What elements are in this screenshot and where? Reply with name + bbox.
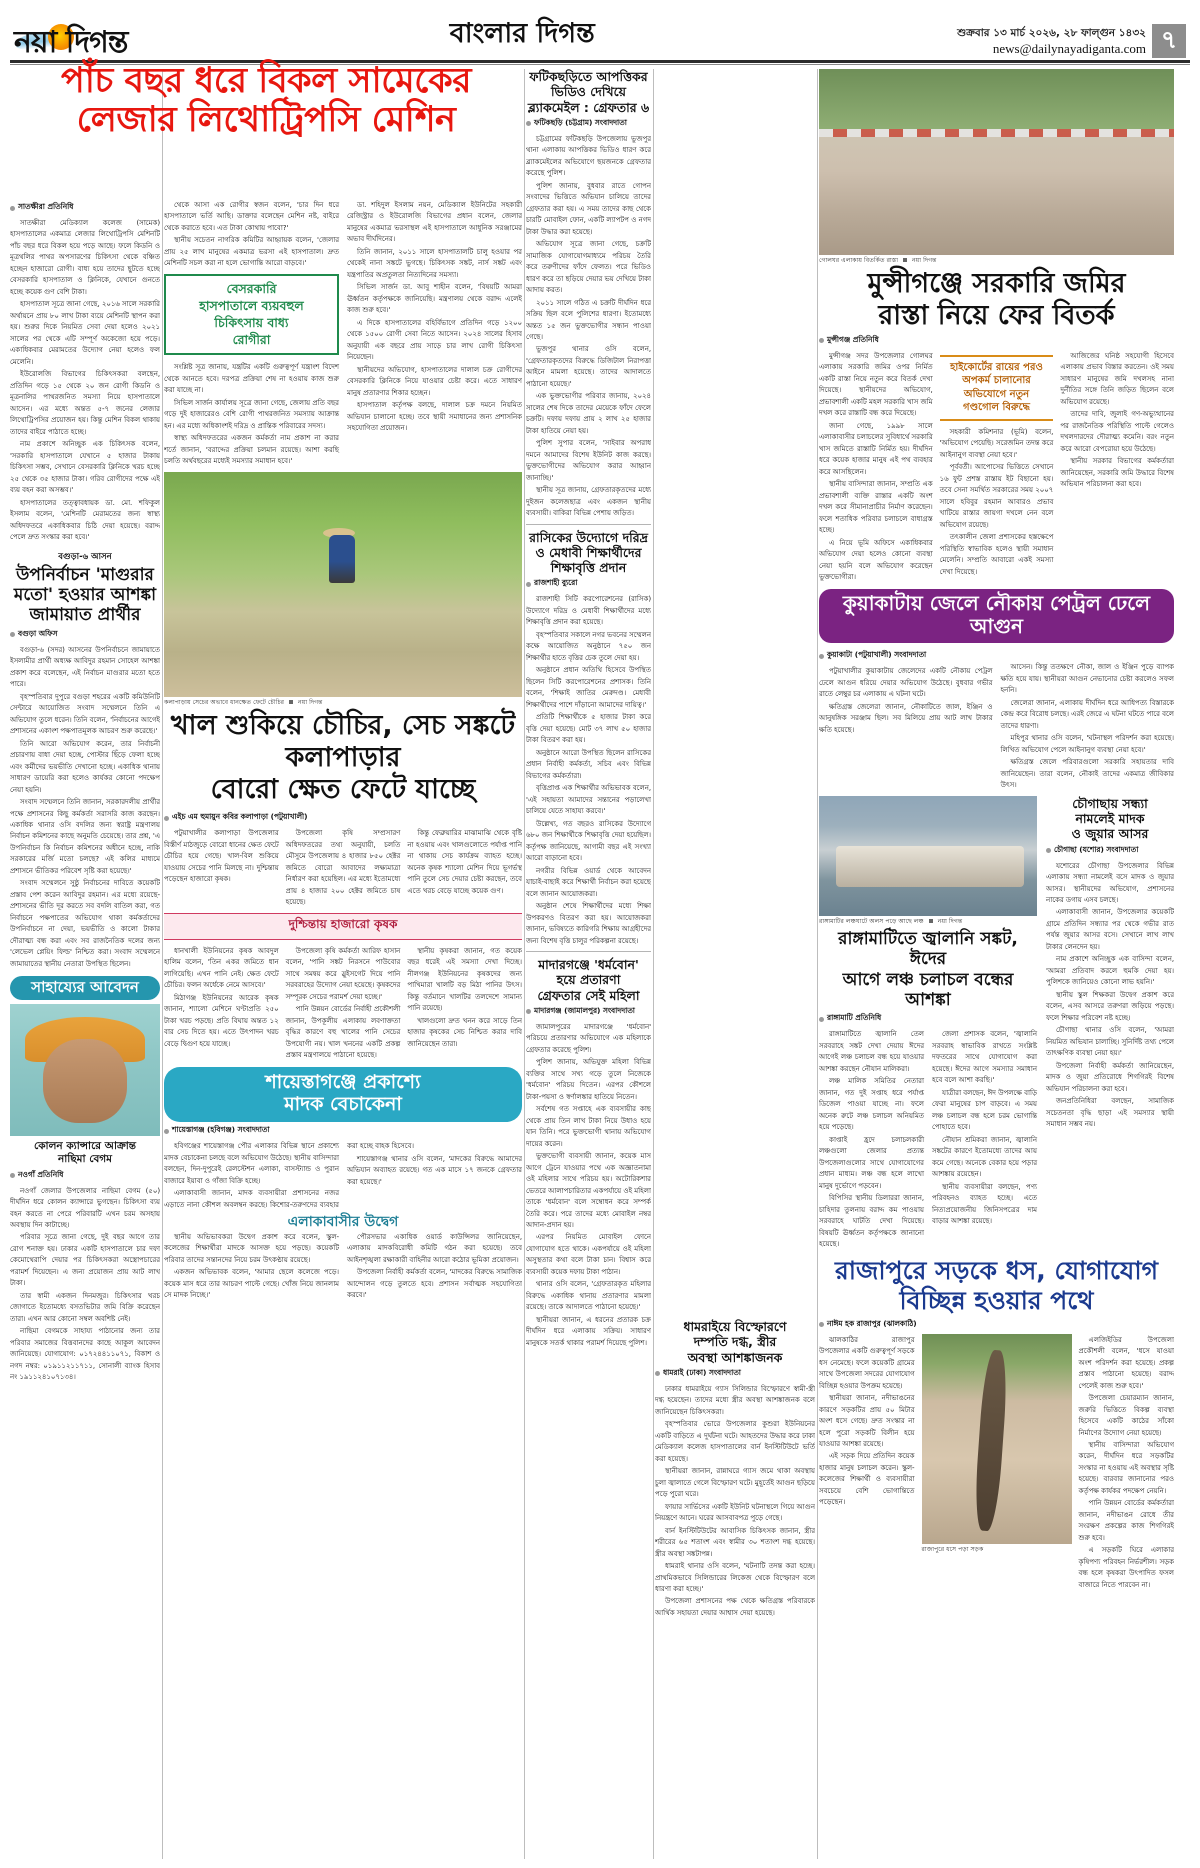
photo-dry-paddy-field <box>164 472 522 697</box>
byline-shayestaganj: শায়েস্তাগঞ্জ (হবিগঞ্জ) সংবাদদাতা <box>164 1125 522 1137</box>
bullet-icon <box>819 338 824 343</box>
rangamati-headline: রাঙ্গামাটিতে জ্বালানি সঙ্কট, ঈদের আগে লঞ্চ চলাচল বন্ধের আশঙ্কা <box>838 928 1018 1011</box>
munshiganj-body-c: আজিজের ঘনিষ্ঠ সহযোগী হিসেবে এলাকায় প্রভাব বিস্তার করতেন। ওই সময় সাধারণ মানুষের জমি দখলসহ নানা দুর্নীতির সঙ্গে তিনি জড়িত ছিলেন বলে অভিযোগ রয়েছে। তাদের দাবি, জুলাই গণ-অভ্যুত্থানের পর রাজনৈতিক পরিস্থিতি পাল্টে গেলেও দখলদারদের দৌরাত্ম্য কমেনি। বরং নতুন করে আরো বেপরোয়া হয়ে উঠেছে। স্থানীয় সরকার বিভাগের কর্মকর্তারা জানিয়েছেন, সরকারি জমি উদ্ধারে বিশেষ অভিযান পরিচালনা করা হবে। <box>1060 350 1174 489</box>
green-pullquote-box: বেসরকারি হাসপাতালে ব্যয়বহুল চিকিৎসায় বাধ্য রোগীরা <box>164 274 339 356</box>
column-divider <box>524 69 525 1859</box>
column-1 <box>10 69 160 1859</box>
byline-chougachha: চৌগাছা (যশোর) সংবাদদাতা <box>1046 845 1174 857</box>
bullet-icon <box>10 206 15 211</box>
section-divider <box>526 524 651 525</box>
rangamati-body: রাঙ্গামাটিতে জ্বালানি তেল সরবরাহে সঙ্কট দেখা দেয়ায় ঈদের আগেই লঞ্চ চলাচল বন্ধ হয়ে যাওয়ার আশঙ্কা করছেন নৌযান মালিকরা। লঞ্চ মালিক সমিতির নেতারা জানান, গত দুই সপ্তাহ ধরে পর্যাপ্ত ডিজেল পাওয়া যাচ্ছে না। ফলে অনেক রুটে লঞ্চ চলাচল অনিয়মিত হয়ে পড়েছে। কাপ্তাই হ্রদে চলাচলকারী লঞ্চগুলো জেলার প্রত্যন্ত উপজেলাগুলোর সাথে যোগাযোগের প্রধান মাধ্যম। লঞ্চ বন্ধ হলে লাখো মানুষ দুর্ভোগে পড়বেন। বিপিসির স্থানীয় ডিলাররা জানান, চাহিদার তুলনায় বরাদ্দ কম পাওয়ায় সরবরাহে ঘাটতি দেখা দিয়েছে। বিষয়টি ঊর্ধ্বতন কর্তৃপক্ষকে জানানো হয়েছে। জেলা প্রশাসক বলেন, 'জ্বালানি সরবরাহ স্বাভাবিক রাখতে সংশ্লিষ্ট দফতরের সাথে যোগাযোগ করা হয়েছে। ঈদের আগে সমস্যার সমাধান হবে বলে আশা করছি।' যাত্রীরা বলছেন, ঈদ উপলক্ষে বাড়ি ফেরা মানুষের চাপ বাড়বে। এ সময় লঞ্চ চলাচল বন্ধ হলে চরম ভোগান্তি পোহাতে হবে। নৌযান শ্রমিকরা জানান, জ্বালানি সঙ্কটের কারণে ইতোমধ্যে তাদের আয় কমে গেছে। অনেকে বেকার হয়ে পড়ার আশঙ্কায় রয়েছেন। স্থানীয় ব্যবসায়ীরা বলছেন, পণ্য পরিবহনও ব্যাহত হচ্ছে। এতে নিত্যপ্রয়োজনীয় জিনিসপত্রের দাম বাড়ার আশঙ্কা রয়েছে। <box>819 1029 1037 1249</box>
kuakata-banner: কুয়াকাটায় জেলে নৌকায় পেট্রল ঢেলে আগুন <box>819 589 1174 643</box>
munshiganj-orange-pullquote: হাইকোর্টের রায়ের পরও অপকর্ম চালানোর অভিযোগে নতুন গণ্ডগোল বিরুদ্ধে <box>940 355 1054 421</box>
shayestaganj-banner: শায়েস্তাগঞ্জে প্রকাশ্যে মাদক বেচাকেনা <box>164 1067 522 1123</box>
madaripur-body: জামালপুরের মাদারগঞ্জে 'ধর্মবোন' পরিচয়ে প্রতারণার অভিযোগে এক মহিলাকে গ্রেফতার করেছে পুলিশ। পুলিশ জানায়, অভিযুক্ত মহিলা বিভিন্ন ব্যক্তির সাথে সখ্য গড়ে তুলে নিজেকে 'ধর্মবোন' পরিচয় দিতেন। এরপর কৌশলে টাকা-পয়সা ও স্বর্ণালঙ্কার হাতিয়ে নিতেন। সর্বশেষ গত সপ্তাহে এক ব্যবসায়ীর কাছ থেকে প্রায় তিন লাখ টাকা নিয়ে উধাও হয়ে যান তিনি। পরে ভুক্তভোগী থানায় অভিযোগ দায়ের করেন। ভুক্তভোগী ব্যবসায়ী জানান, কয়েক মাস আগে ট্রেনে যাওয়ার পথে এক অজ্ঞাতনামা ওই মহিলার সাথে পরিচয় হয়। অটোরিকশার ভেতরে আলাপচারিতার একপর্যায়ে ওই মহিলা তাকে 'ধর্মবোন' বলে সম্বোধন করে সম্পর্ক তৈরি করে। পরে তাদের মধ্যে মোবাইল নম্বর আদান-প্রদান হয়। এরপর নিয়মিত মোবাইল ফোনে যোগাযোগ হতে থাকে। একপর্যায়ে ওই মহিলা অসুস্থতার কথা বলে টাকা চান। বিশ্বাস করে ব্যবসায়ী কয়েক দফায় টাকা পাঠান। থানার ওসি বলেন, 'গ্রেফতারকৃত মহিলার বিরুদ্ধে একাধিক থানায় প্রতারণার মামলা রয়েছে। তাকে আদালতে পাঠানো হয়েছে।' স্থানীয়রা জানান, এ ধরনের প্রতারক চক্র দীর্ঘদিন ধরে এলাকায় সক্রিয়। সাধারণ মানুষকে সতর্ক থাকার পরামর্শ দিয়েছে পুলিশ। <box>526 1021 651 1347</box>
publication-date: শুক্রবার ১৩ মার্চ ২০২৬, ২৮ ফাল্গুন ১৪৩২ <box>957 27 1146 40</box>
lead-cont-c: ডা. শহিদুল ইসলাম নয়ন, মেডিক্যাল ইউনিটের সহকারী রেজিস্ট্রার ও ইউরোলজি বিভাগের প্রধান বলেন, জেলার মানুষের একমাত্র ভরসাস্থল এই হাসপাতালে আধুনিক সরঞ্জামের অভাব দীর্ঘদিনের। তিনি জানান, ২০১১ সালে হাসপাতালটি চালু হওয়ার পর থেকেই নানা সঙ্কটে ভুগছে। চিকিৎসক সঙ্কট, নার্স সঙ্কট এবং যন্ত্রপাতির অপ্রতুলতা নিত্যদিনের সমস্যা। সিভিল সার্জন ডা. আবু শাহীন বলেন, 'বিষয়টি আমরা ঊর্ধ্বতন কর্তৃপক্ষকে জানিয়েছি। মন্ত্রণালয় থেকে বরাদ্দ এলেই কাজ শুরু হবে।' এ দিকে হাসপাতালের বহির্বিভাগে প্রতিদিন গড়ে ১২০০ থেকে ১৫০০ রোগী সেবা নিতে আসেন। ২০২৪ সালের হিসাব অনুযায়ী এক বছরে প্রায় সাড়ে চার লাখ রোগী চিকিৎসা নিয়েছেন। স্থানীয়দের অভিযোগ, হাসপাতালের দালাল চক্র রোগীদের বেসরকারি ক্লিনিকে নিয়ে যাওয়ার চেষ্টা করে। এতে সাধারণ মানুষ প্রতারণার শিকার হচ্ছেন। হাসপাতাল কর্তৃপক্ষ বলছে, দালাল চক্র দমনে নিয়মিত অভিযান চালানো হচ্ছে। তবে স্থায়ী সমাধানের জন্য প্রশাসনিক সহযোগিতা প্রয়োজন। <box>347 200 522 433</box>
kuakata-body-a: পটুয়াখালীর কুয়াকাটায় জেলেদের একটি নৌকায় পেট্রল ঢেলে আগুন ধরিয়ে দেয়ার অভিযোগ উঠেছে। বুধবার গভীর রাতে লেম্বুর চর এলাকায় এ ঘটনা ঘটে। ক্ষতিগ্রস্ত জেলেরা জানান, নৌকাটিতে জাল, ইঞ্জিন ও আনুষঙ্গিক সরঞ্জাম ছিল। সব মিলিয়ে প্রায় আট লাখ টাকার ক্ষতি হয়েছে। <box>819 666 993 734</box>
masthead-meta <box>957 26 1146 58</box>
rajapur-body-a: ঝালকাঠির রাজাপুর উপজেলার একটি গুরুত্বপূর্ণ সড়কে ধস নেমেছে। ফলে কয়েকটি গ্রামের সাথে উপজেলা সদরের যোগাযোগ বিচ্ছিন্ন হওয়ার উপক্রম হয়েছে। স্থানীয়রা জানান, নদীভাঙনের কারণে সড়কটির প্রায় ৫০ মিটার অংশ ধসে গেছে। দ্রুত সংস্কার না হলে পুরো সড়কটি বিলীন হয়ে যাওয়ার আশঙ্কা রয়েছে। এই সড়ক দিয়ে প্রতিদিন কয়েক হাজার মানুষ চলাচল করেন। স্কুল-কলেজের শিক্ষার্থী ও ব্যবসায়ীরা সবচেয়ে বেশি ভোগান্তিতে পড়েছেন। <box>819 1334 915 1507</box>
masthead-right <box>957 24 1186 58</box>
byline-help: নওগাঁ প্রতিনিধি <box>10 1170 160 1182</box>
lead-cont-a: থেকে আসা এক রোগীর স্বজন বলেন, 'চার দিন ধরে হাসপাতালে ভর্তি আছি। ডাক্তার বলেছেন মেশিন নষ্ট, বাইরে থেকে করাতে হবে। এত টাকা কোথায় পাবো?' স্থানীয় সচেতন নাগরিক কমিটির আহ্বায়ক বলেন, 'জেলার প্রায় ২৫ লাখ মানুষের একমাত্র ভরসা এই হাসপাতাল। দ্রুত মেশিনটি সচল করা না হলে ভোগান্তি আরো বাড়বে।' <box>164 200 339 268</box>
lead-body-col1: সাতক্ষীরা মেডিক্যাল কলেজ (সামেক) হাসপাতালের একমাত্র লেজার লিথোট্রিপসি মেশিনটি পাঁচ বছর ধরে বিকল হয়ে পড়ে আছে। ফলে কিডনি ও মূত্রথলির পাথর অপসারণের চিকিৎসা থেকে বঞ্চিত হচ্ছেন হাজারো রোগী। বাধ্য হয়ে তাদের ছুটতে হচ্ছে বেসরকারি হাসপাতাল ও ক্লিনিকে, যেখানে গুনতে হচ্ছে কয়েক গুণ বেশি টাকা। হাসপাতাল সূত্রে জানা গেছে, ২০১৬ সালে সরকারি অর্থায়নে প্রায় ৮০ লাখ টাকা ব্যয়ে মেশিনটি স্থাপন করা হয়। শুরুর দিকে নিয়মিত সেবা দেয়া হলেও ২০২১ সালের পর থেকে এটি সম্পূর্ণ অকেজো হয়ে পড়ে। একাধিকবার মেরামতের উদ্যোগ নেয়া হলেও ফল মেলেনি। ইউরোলজি বিভাগের চিকিৎসকরা বলছেন, প্রতিদিন গড়ে ১৫ থেকে ২০ জন রোগী কিডনি ও মূত্রনালির পাথরজনিত সমস্যা নিয়ে হাসপাতালে আসেন। এর মধ্যে অন্তত ৫-৭ জনের লেজার লিথোট্রিপসির প্রয়োজন হয়। কিন্তু মেশিন বিকল থাকায় তাদের বাইরে পাঠাতে হচ্ছে। নাম প্রকাশে অনিচ্ছুক এক চিকিৎসক বলেন, 'সরকারি হাসপাতালে যেখানে ৫ হাজার টাকায় চিকিৎসা সম্ভব, সেখানে বেসরকারি ক্লিনিকে খরচ হচ্ছে ২৫ থেকে ৩৫ হাজার টাকা। গরিব রোগীদের পক্ষে এই ব্যয় বহন করা অসম্ভব।' হাসপাতালের তত্ত্বাবধায়ক ডা. মো. শফিকুল ইসলাম বলেন, 'মেশিনটি মেরামতের জন্য স্বাস্থ্য অধিদফতরে একাধিকবার চিঠি দেয়া হয়েছে। বরাদ্দ পেলে দ্রুত সংস্কার করা হবে।' <box>10 218 160 542</box>
square-icon <box>289 700 293 704</box>
bullet-icon <box>526 1009 531 1014</box>
publication-logo[interactable] <box>14 25 128 60</box>
munshiganj-body-a: মুন্সীগঞ্জ সদর উপজেলার গোলঘর এলাকায় সরকারি জমির ওপর নির্মিত একটি রাস্তা নিয়ে নতুন করে বিতর্ক দেখা দিয়েছে। স্থানীয়দের অভিযোগ, প্রভাবশালী একটি মহল সরকারি খাস জমি দখল করে রাস্তাটি বন্ধ করে দিয়েছে। জানা গেছে, ১৯৯৮ সালে এলাকাবাসীর চলাচলের সুবিধার্থে সরকারি খাস জমিতে রাস্তাটি নির্মিত হয়। দীর্ঘদিন ধরে কয়েক হাজার মানুষ এই পথ ব্যবহার করে আসছিলেন। স্থানীয় বাসিন্দারা জানান, সম্প্রতি এক প্রভাবশালী ব্যক্তি রাস্তার একটি অংশ দখল করে সীমানাপ্রাচীর নির্মাণ করেছেন। ফলে শতাধিক পরিবার চলাচলে বাধাগ্রস্ত হচ্ছে। এ নিয়ে ভূমি অফিসে একাধিকবার অভিযোগ দেয়া হলেও কোনো ব্যবস্থা নেয়া হয়নি বলে অভিযোগ করেছেন ভুক্তভোগীরা। <box>819 350 933 581</box>
byline-bogura: বগুড়া অফিস <box>10 629 160 641</box>
rajapur-photo-caption: রাজাপুরে ধসে পড়া সড়ক <box>921 1545 984 1553</box>
column-divider <box>162 69 163 1859</box>
rajapur-headline: রাজাপুরে সড়কে ধস, যোগাযোগ বিচ্ছিন্ন হওয়ার পথে <box>835 1255 1158 1315</box>
column-divider <box>653 69 654 1859</box>
byline-munshiganj: মুন্সীগঞ্জ প্রতিনিধি <box>819 335 1174 347</box>
section-divider <box>526 951 651 952</box>
square-icon <box>929 919 933 923</box>
rajapur-body-b: এলজিইডির উপজেলা প্রকৌশলী বলেন, 'ধসে যাওয়া অংশ পরিদর্শন করা হয়েছে। প্রকল্প প্রস্তাব পাঠানো হয়েছে। বরাদ্দ পেলেই কাজ শুরু হবে।' উপজেলা চেয়ারম্যান জানান, জরুরি ভিত্তিতে বিকল্প ব্যবস্থা হিসেবে একটি কাঠের সাঁকো নির্মাণের উদ্যোগ নেয়া হয়েছে। স্থানীয় বাসিন্দারা অভিযোগ করেন, দীর্ঘদিন ধরে সড়কটির সংস্কার না হওয়ায় এই অবস্থার সৃষ্টি হয়েছে। বারবার জানানোর পরও কর্তৃপক্ষ কার্যকর পদক্ষেপ নেয়নি। পানি উন্নয়ন বোর্ডের কর্মকর্তারা জানান, নদীভাঙন রোধে তীর সংরক্ষণ প্রকল্পের কাজ শিগগিরই শুরু হবে। এ সড়কটি ঘিরে এলাকার কৃষিপণ্য পরিবহন নির্ভরশীল। সড়ক বন্ধ হলে কৃষকরা উৎপাদিত ফসল বাজারে নিতে পারবেন না। <box>1078 1334 1174 1589</box>
shayestaganj-body: হবিগঞ্জের শায়েস্তাগঞ্জ পৌর এলাকার বিভিন্ন স্থানে প্রকাশ্যে মাদক বেচাকেনা চলছে বলে অভিযোগ উঠেছে। স্থানীয় বাসিন্দারা বলছেন, দিন-দুপুরেই রেলস্টেশন এলাকা, বাসস্ট্যান্ড ও পুরান বাজারে ইয়াবা ও গাঁজা বিক্রি হচ্ছে। এলাকাবাসী জানান, মাদক ব্যবসায়ীরা প্রশাসনের নজর এড়াতে নানা কৌশল অবলম্বন করছে। কিশোর-তরুণদের ব্যবহার করা হচ্ছে বাহক হিসেবে। শায়েস্তাগঞ্জ থানার ওসি বলেন, 'মাদকের বিরুদ্ধে আমাদের অভিযান অব্যাহত রয়েছে। গত এক মাসে ১৭ জনকে গ্রেফতার করা হয়েছে।' <box>164 1141 522 1209</box>
help-appeal-banner: সাহায্যের আবেদন <box>10 976 160 1000</box>
byline-rajapur: নাঈম হক রাজাপুর (ঝালকাঠি) <box>819 1319 1174 1331</box>
fatikchhari-body: চট্টগ্রামের ফটিকছড়ি উপজেলায় ভুজপুর থানা এলাকায় আপত্তিকর ভিডিও ধারণ করে ব্ল্যাকমেইলের অভিযোগে ছয়জনকে গ্রেফতার করেছে পুলিশ। পুলিশ জানায়, বুধবার রাতে গোপন সংবাদের ভিত্তিতে অভিযান চালিয়ে তাদের গ্রেফতার করা হয়। এ সময় তাদের কাছ থেকে চারটি মোবাইল ফোন, একটি ল্যাপটপ ও নগদ টাকা উদ্ধার করা হয়েছে। অভিযোগ সূত্রে জানা গেছে, চক্রটি সামাজিক যোগাযোগমাধ্যমে পরিচয় তৈরি করে তরুণীদের ফাঁদে ফেলত। পরে ভিডিও ধারণ করে তা ছড়িয়ে দেয়ার ভয় দেখিয়ে টাকা আদায় করত। ২০১১ সালে গঠিত এ চক্রটি দীর্ঘদিন ধরে সক্রিয় ছিল বলে পুলিশের ধারণা। ইতোমধ্যে অন্তত ১৫ জন ভুক্তভোগীর সন্ধান পাওয়া গেছে। ভুজপুর থানার ওসি বলেন, 'গ্রেফতারকৃতদের বিরুদ্ধে ডিজিটাল নিরাপত্তা আইনে মামলা হয়েছে। তাদের আদালতে পাঠানো হয়েছে।' এক ভুক্তভোগীর পরিবার জানায়, ২০২৪ সালের শেষ দিকে তাদের মেয়েকে ফাঁদে ফেলে চক্রটি। দফায় দফায় প্রায় ২ লাখ ২৫ হাজার টাকা হাতিয়ে নেয়া হয়। পুলিশ সুপার বলেন, 'সাইবার অপরাধ দমনে আমাদের বিশেষ ইউনিট কাজ করছে। ভুক্তভোগীদের অভিযোগ করার আহ্বান জানাচ্ছি।' স্থানীয় সূত্র জানায়, গ্রেফতারকৃতদের মধ্যে দুইজন কলেজছাত্র এবং একজন স্থানীয় ব্যবসায়ী। বাকিরা বিভিন্ন পেশায় জড়িত। <box>526 133 651 518</box>
masthead <box>10 6 1190 58</box>
byline-fatikchhari: ফটিকছড়ি (চট্টগ্রাম) সংবাদদাতা <box>526 118 651 130</box>
kalapara-headline: খাল শুকিয়ে চৌচির, সেচ সঙ্কটে কলাপাড়ার বোরো ক্ষেত ফেটে যাচ্ছে <box>170 709 516 805</box>
kalapara-photo-caption: কলাপাড়ায় সেচের অভাবে ধানক্ষেত ফেটে চৌচির নয়া দিগন্ত <box>164 698 323 706</box>
bogura-kicker: বগুড়া-৬ আসন <box>58 551 112 562</box>
chougachha-body: যশোরের চৌগাছা উপজেলার বিভিন্ন এলাকায় সন্ধ্যা নামলেই বসে মাদক ও জুয়ার আসর। স্থানীয়দের অভিযোগ, প্রশাসনের নাকের ডগায় এসব চলছে। এলাকাবাসী জানান, উপজেলার কয়েকটি গ্রামে প্রতিদিন সন্ধ্যার পর থেকে গভীর রাত পর্যন্ত জুয়ার আসর বসে। সেখানে লাখ লাখ টাকার লেনদেন হয়। নাম প্রকাশে অনিচ্ছুক এক বাসিন্দা বলেন, 'আমরা প্রতিবাদ করলে হুমকি দেয়া হয়। পুলিশকে জানিয়েও কোনো লাভ হয়নি।' স্থানীয় স্কুল শিক্ষকরা উদ্বেগ প্রকাশ করে বলেন, এসব আসরে তরুণরা জড়িয়ে পড়ছে। ফলে শিক্ষার পরিবেশ নষ্ট হচ্ছে। চৌগাছা থানার ওসি বলেন, 'আমরা নিয়মিত অভিযান চালাচ্ছি। সুনির্দিষ্ট তথ্য পেলে তাৎক্ষণিক ব্যবস্থা নেয়া হয়।' উপজেলা নির্বাহী কর্মকর্তা জানিয়েছেন, মাদক ও জুয়া প্রতিরোধে শিগগিরই বিশেষ অভিযান পরিচালনা করা হবে। জনপ্রতিনিধিরা বলছেন, সামাজিক সচেতনতা বৃদ্ধি ছাড়া এই সমস্যার স্থায়ী সমাধান সম্ভব নয়। <box>1046 860 1174 1129</box>
bullet-icon <box>655 1371 660 1376</box>
bullet-icon <box>1046 848 1051 853</box>
bullet-icon <box>526 121 531 126</box>
madaripur-headline: মাদারগঞ্জে 'ধর্মবোন' হয়ে প্রতারণা গ্রেফতার সেই মহিলা <box>537 957 640 1003</box>
column-2 <box>164 69 522 1859</box>
photo-nasima-begum <box>10 1004 160 1136</box>
lead-headline: পাঁচ বছর ধরে বিকল সামেকের লেজার লিথোট্রিপসি মেশিন <box>60 61 472 141</box>
bullet-icon <box>10 1173 15 1178</box>
page-grid <box>10 69 1190 1859</box>
bullet-icon <box>164 816 169 821</box>
photo-disputed-road <box>819 69 1174 255</box>
help-body: নওগাঁ জেলার উপজেলার নাছিমা বেগম (৫০) দীর্ঘদিন ধরে কোলন ক্যান্সারে ভুগছেন। চিকিৎসা ব্যয় বহন করতে না পেরে পরিবারটি এখন চরম অসহায় অবস্থায় দিন কাটাচ্ছে। পরিবার সূত্রে জানা গেছে, দুই বছর আগে তার রোগ শনাক্ত হয়। ঢাকার একটি হাসপাতালে চার দফা কেমোথেরাপি দেয়ার পর চিকিৎসকরা অস্ত্রোপচারের পরামর্শ দিয়েছেন। এ জন্য প্রয়োজন প্রায় আট লাখ টাকা। তার স্বামী একজন দিনমজুর। চিকিৎসার খরচ জোগাতে ইতোমধ্যে বসতভিটার জমি বিক্রি করেছেন তারা। এখন আর কোনো সম্বল অবশিষ্ট নেই। নাছিমা বেগমকে সাহায্য পাঠানোর জন্য তার পরিবার সমাজের বিত্তবানদের কাছে আকুল আবেদন জানিয়েছে। যোগাযোগ: ০১৭২৪৪১১০৭১, বিকাশ ও নগদ নম্বর: ০১৯১১২১১৭১১, সোনালী ব্যাংক হিসাব নং ১৯১১২৪১০৭১৩৪। <box>10 1185 160 1382</box>
bogura-body: বগুড়া-৬ (সদর) আসনের উপনির্বাচনে জামায়াতে ইসলামীর প্রার্থী অধ্যক্ষ আবিদুর রহমান সোহেল আশঙ্কা প্রকাশ করে বলেছেন, এই নির্বাচন মাগুরার মতো হতে পারে। বৃহস্পতিবার দুপুরে বগুড়া শহরের একটি কমিউনিটি সেন্টারে আয়োজিত সংবাদ সম্মেলনে তিনি এ অভিযোগ তুলে ধরেন। তিনি বলেন, 'নির্বাচনের আগেই প্রশাসনের একাংশ পক্ষপাতমূলক আচরণ শুরু করেছে।' তিনি আরো অভিযোগ করেন, তার নির্বাচনী প্রচারণায় বাধা দেয়া হচ্ছে, পোস্টার ছিঁড়ে ফেলা হচ্ছে এবং কর্মীদের ভয়ভীতি দেখানো হচ্ছে। একাধিক থানায় সাধারণ ডায়েরি করা হলেও কার্যকর কোনো পদক্ষেপ নেয়া হয়নি। সংবাদ সম্মেলনে তিনি জানান, সরকারদলীয় প্রার্থীর পক্ষে প্রশাসনের কিছু কর্মকর্তা সরাসরি কাজ করছেন। একাধিক থানার ওসি বদলির জন্য স্বরাষ্ট্র মন্ত্রণালয় নির্বাচন কমিশনের কাছে অনুমতি চেয়েছে। তার প্রশ্ন, 'এ উপনির্বাচন কি নির্বাচন কমিশনের অধীনে হচ্ছে, নাকি সরকারের মর্জি মতো চলছে? এই কলির মাধ্যমে প্রশাসনে ভীতিকর পরিবেশ সৃষ্টি করা হয়েছে।' সংবাদ সম্মেলনে সুষ্ঠু নির্বাচনের দাবিতে কয়েকটি প্রস্তাব পেশ করেন আবিদুর রহমান। এর মধ্যে রয়েছে- প্রশাসনের ভীতি দূর করতে সব বদলি বাতিল করা, গত নির্বাচনে পক্ষপাতের অভিযোগ থাকা কর্মকর্তাদের উপনির্বাচনে না দেয়া, ভয়ভীতি ও কালো টাকার দৌরাত্ম্য বন্ধ করা এবং সব রাজনৈতিক দলের জন্য 'লেভেল প্লেয়িং ফিল্ড' নিশ্চিত করা। সংবাদ সম্মেলনে জামায়াতের স্থানীয় নেতারা উপস্থিত ছিলেন। <box>10 644 160 968</box>
fatikchhari-headline: ফটিকছড়িতে আপত্তিকর ভিডিও দেখিয়ে ব্ল্যাকমেইল : গ্রেফতার ৬ <box>527 69 650 115</box>
rasik-headline: রাসিকের উদ্যোগে দরিদ্র ও মেধাবী শিক্ষার্থীদের শিক্ষাবৃত্তি প্রদান <box>529 529 648 576</box>
square-icon <box>903 258 907 262</box>
lead-cont-b: সংশ্লিষ্ট সূত্র জানায়, যন্ত্রটির একটি গুরুত্বপূর্ণ যন্ত্রাংশ বিদেশ থেকে আনতে হবে। দরপত্র প্রক্রিয়া শেষ না হওয়ায় কাজ শুরু করা যাচ্ছে না। সিভিল সার্জন কার্যালয় সূত্রে জানা গেছে, জেলায় প্রতি বছর গড়ে দুই হাজারেরও বেশি রোগী পাথরজনিত সমস্যায় আক্রান্ত হন। এর মধ্যে অধিকাংশই দরিদ্র ও প্রান্তিক পরিবারের সদস্য। স্বাস্থ্য অধিদফতরের একজন কর্মকর্তা নাম প্রকাশ না করার শর্তে জানান, 'বরাদ্দের প্রক্রিয়া চলমান রয়েছে। আশা করছি চলতি অর্থবছরের মধ্যেই সমস্যার সমাধান হবে।' <box>164 362 339 466</box>
bullet-icon <box>819 1017 824 1022</box>
bullet-icon <box>526 582 531 587</box>
bullet-icon <box>10 632 15 637</box>
photo-rangamati-launch <box>819 796 1037 916</box>
byline-madaripur: মাদারগঞ্জ (জামালপুর) সংবাদদাতা <box>526 1006 651 1018</box>
byline-kalapara: এইচ এম হুমায়ুন কবির কলাপাড়া (পটুয়াখালী) <box>164 812 522 824</box>
bullet-icon <box>819 654 824 659</box>
byline-kuakata: কুয়াকাটা (পটুয়াখালী) সংবাদদাতা <box>819 650 993 662</box>
kalapara-body-2: ধানখালী ইউনিয়নের কৃষক আবদুল হালিম বলেন, 'তিন একর জমিতে ধান লাগিয়েছি। এখন পানি নেই। ক্ষেত ফেটে চৌচির। ফলন অর্ধেকে নেমে আসবে।' মিঠাগঞ্জ ইউনিয়নের আরেক কৃষক জানান, শ্যালো মেশিনে ঘণ্টাপ্রতি ২৫০ টাকা খরচ পড়ছে। প্রতি বিঘায় অন্তত ১২ বার সেচ দিতে হয়। এতে উৎপাদন খরচ বেড়ে দ্বিগুণ হয়ে যাচ্ছে। উপজেলা কৃষি কর্মকর্তা আরিফ হাসান বলেন, 'পানি সঙ্কট নিরসনে পাউবোর সাথে সমন্বয় করে স্লুইসগেট দিয়ে পানি সরবরাহের উদ্যোগ নেয়া হয়েছে। কৃষকদের সম্পূরক সেচের পরামর্শ দেয়া হচ্ছে।' পানি উন্নয়ন বোর্ডের নির্বাহী প্রকৌশলী জানান, উপকূলীয় এলাকায় লবণাক্ততা বৃদ্ধির কারণে বহু খালের পানি সেচের উপযোগী নয়। খাল খননের একটি প্রকল্প প্রস্তাব মন্ত্রণালয়ে পাঠানো হয়েছে। স্থানীয় কৃষকরা জানান, গত কয়েক বছর ধরেই এই সমস্যা দেখা দিচ্ছে। নীলগঞ্জ ইউনিয়নের কৃষকদের জন্য পাখিমারা খালটি বড় মিঠা পানির উৎস। কিন্তু বর্তমানে খালটির তলদেশে সামান্য পানি রয়েছে। খালগুলো দ্রুত খনন করে সাড়ে তিন হাজার কৃষকের সেচ নিশ্চিত করার দাবি জানিয়েছেন তারা। <box>164 945 522 1060</box>
munshiganj-headline: মুন্সীগঞ্জে সরকারি জমির রাস্তা নিয়ে ফের বিতর্ক <box>867 268 1126 331</box>
munshiganj-photo-caption: গোলঘর এলাকায় বিতর্কিত রাস্তা নয়া দিগন্ত <box>819 257 937 264</box>
munshiganj-body-b: সহকারী কমিশনার (ভূমি) বলেন, 'অভিযোগ পেয়েছি। সরেজমিন তদন্ত করে আইনানুগ ব্যবস্থা নেয়া হবে।' পূর্ববর্তী। আপোসের ভিত্তিতে সেখানে ১৬ ফুট প্রশস্ত রাস্তায় ইট বিছানো হয়। তবে সেনা সমর্থিত সরকারের সময় ২০০৭ সালে হবিবুর রহমান আবারও প্রভাব খাটিয়ে রাস্তার জায়গা দখলে নেন বলে অভিযোগ রয়েছে। তৎকালীন জেলা প্রশাসকের হস্তক্ষেপে পরিস্থিতি স্বাভাবিক হলেও স্থায়ী সমাধান মেলেনি। সম্প্রতি আবারো একই সমস্যা দেখা দিয়েছে। <box>939 426 1054 576</box>
chougachha-headline: চৌগাছায় সন্ধ্যা নামলেই মাদক ও জুয়ার আসর <box>1071 795 1149 842</box>
rasik-body: রাজশাহী সিটি করপোরেশনের (রাসিক) উদ্যোগে দরিদ্র ও মেধাবী শিক্ষার্থীদের মধ্যে শিক্ষাবৃত্তি প্রদান করা হয়েছে। বৃহস্পতিবার সকালে নগর ভবনের সম্মেলন কক্ষে আয়োজিত অনুষ্ঠানে ৭৫০ জন শিক্ষার্থীর হাতে বৃত্তির চেক তুলে দেয়া হয়। অনুষ্ঠানে প্রধান অতিথি হিসেবে উপস্থিত ছিলেন সিটি করপোরেশনের প্রশাসক। তিনি বলেন, 'শিক্ষাই জাতির মেরুদণ্ড। মেধাবী শিক্ষার্থীদের পাশে দাঁড়ানো আমাদের দায়িত্ব।' প্রতিটি শিক্ষার্থীকে ৫ হাজার টাকা করে বৃত্তি দেয়া হয়েছে। মোট ৩৭ লাখ ৫০ হাজার টাকা বিতরণ করা হয়। অনুষ্ঠানে আরো উপস্থিত ছিলেন রাসিকের প্রধান নির্বাহী কর্মকর্তা, সচিব এবং বিভিন্ন বিভাগের কর্মকর্তারা। বৃত্তিপ্রাপ্ত এক শিক্ষার্থীর অভিভাবক বলেন, 'এই সহায়তা আমাদের সন্তানের পড়ালেখা চালিয়ে যেতে সাহায্য করবে।' উল্লেখ্য, গত বছরও রাসিকের উদ্যোগে ৬৮০ জন শিক্ষার্থীকে শিক্ষাবৃত্তি দেয়া হয়েছিল। কর্তৃপক্ষ জানিয়েছে, আগামী বছর এই সংখ্যা আরো বাড়ানো হবে। নগরীর বিভিন্ন ওয়ার্ড থেকে আবেদন যাচাই-বাছাই করে শিক্ষার্থী নির্বাচন করা হয়েছে বলে জানান আয়োজকরা। অনুষ্ঠান শেষে শিক্ষার্থীদের মধ্যে শিক্ষা উপকরণও বিতরণ করা হয়। আয়োজকরা জানান, ভবিষ্যতে কারিগরি শিক্ষায় আগ্রহীদের জন্য বিশেষ বৃত্তি চালুর পরিকল্পনা রয়েছে। <box>526 594 651 945</box>
face-shape <box>43 1039 127 1123</box>
byline-rangamati: রাঙ্গামাটি প্রতিনিধি <box>819 1013 1037 1025</box>
bullet-icon <box>819 1322 824 1327</box>
rangamati-photo-caption: রাঙ্গামাটির লঞ্চঘাটে অলস পড়ে আছে লঞ্চ নয়া দিগন্ত <box>819 917 963 925</box>
kalapara-pullquote: দুশ্চিন্তায় হাজারো কৃষক <box>164 913 522 940</box>
kalapara-body: পটুয়াখালীর কলাপাড়া উপজেলার বিস্তীর্ণ মাঠজুড়ে বোরো ধানের ক্ষেত ফেটে চৌচির হয়ে গেছে। খাল-বিল শুকিয়ে যাওয়ায় সেচের পানি মিলছে না। দুশ্চিন্তায় পড়েছেন হাজারো কৃষক। উপজেলা কৃষি সম্প্রসারণ অধিদফতরের তথ্য অনুযায়ী, চলতি মৌসুমে উপজেলায় ৪ হাজার ৮৫০ হেক্টর জমিতে বোরো আবাদের লক্ষ্যমাত্রা নির্ধারণ করা হয়েছিল। এর মধ্যে ইতোমধ্যে প্রায় ৪ হাজার ২০০ হেক্টর জমিতে চাষ হয়েছে। কিন্তু ফেব্রুয়ারির মাঝামাঝি থেকে বৃষ্টি না হওয়ায় এবং খালগুলোতে পর্যাপ্ত পানি না থাকায় সেচ কার্যক্রম ব্যাহত হচ্ছে। অনেক কৃষক শ্যালো মেশিন দিয়ে ভূগর্ভস্থ পানি তুলে সেচ দেয়ার চেষ্টা করছেন, তবে এতে খরচ বেড়ে যাচ্ছে কয়েক গুণ। <box>164 828 522 907</box>
shayestaganj-body-2: স্থানীয় অভিভাবকরা উদ্বেগ প্রকাশ করে বলেন, স্কুল-কলেজের শিক্ষার্থীরা মাদকে আসক্ত হয়ে পড়ছে। কয়েকটি পরিবার তাদের সন্তানদের নিয়ে চরম উৎকণ্ঠায় রয়েছে। একজন অভিভাবক বলেন, 'আমার ছেলে কলেজে পড়ে। কয়েক মাস ধরে তার আচরণ পাল্টে গেছে। খোঁজ নিয়ে জানলাম সে মাদক নিচ্ছে।' পৌরসভার একাধিক ওয়ার্ড কাউন্সিলর জানিয়েছেন, এলাকায় মাদকবিরোধী কমিটি গঠন করা হয়েছে। তবে আইনশৃঙ্খলা রক্ষাকারী বাহিনীর আরো কঠোর ভূমিকা প্রয়োজন। উপজেলা নির্বাহী কর্মকর্তা বলেন, 'মাদকের বিরুদ্ধে সামাজিক আন্দোলন গড়ে তুলতে হবে। প্রশাসন সর্বাত্মক সহযোগিতা করবে।' <box>164 1231 522 1300</box>
byline-dhamrai: ধামরাই (ঢাকা) সংবাদদাতা <box>655 1368 815 1380</box>
dhamrai-body: ঢাকার ধামরাইয়ে গ্যাস সিলিন্ডার বিস্ফোরণে স্বামী-স্ত্রী দগ্ধ হয়েছেন। তাদের মধ্যে স্ত্রীর অবস্থা আশঙ্কাজনক বলে জানিয়েছেন চিকিৎসকরা। বৃহস্পতিবার ভোরে উপজেলার কুশুরা ইউনিয়নের একটি বাড়িতে এ দুর্ঘটনা ঘটে। আহতদের উদ্ধার করে ঢাকা মেডিক্যাল কলেজ হাসপাতালের বার্ন ইনস্টিটিউটে ভর্তি করা হয়েছে। স্থানীয়রা জানান, রান্নাঘরে গ্যাস জমে থাকা অবস্থায় চুলা জ্বালাতে গেলে বিস্ফোরণ ঘটে। মুহূর্তেই আগুন ছড়িয়ে পড়ে পুরো ঘরে। ফায়ার সার্ভিসের একটি ইউনিট ঘটনাস্থলে গিয়ে আগুন নিয়ন্ত্রণে আনে। ঘরের আসবাবপত্র পুড়ে গেছে। বার্ন ইনস্টিটিউটের আবাসিক চিকিৎসক জানান, স্ত্রীর শরীরের ৬৫ শতাংশ এবং স্বামীর ৩০ শতাংশ দগ্ধ হয়েছে। স্ত্রীর অবস্থা সঙ্কটাপন্ন। ধামরাই থানার ওসি বলেন, 'ঘটনাটি তদন্ত করা হচ্ছে। প্রাথমিকভাবে সিলিন্ডারের লিকেজ থেকে বিস্ফোরণ বলে ধারণা করা হচ্ছে।' উপজেলা প্রশাসনের পক্ষ থেকে ক্ষতিগ্রস্ত পরিবারকে আর্থিক সহায়তা দেয়ার আশ্বাস দেয়া হয়েছে। <box>655 1383 815 1617</box>
dhamrai-headline: ধামরাইয়ে বিস্ফোরণে দম্পতি দগ্ধ, স্ত্রীর অবস্থা আশঙ্কাজনক <box>683 1319 787 1365</box>
photo-collapsed-road <box>922 1334 1072 1544</box>
column-3 <box>526 69 651 1859</box>
help-photo-caption: কোলন ক্যান্সারে আক্রান্ত নাছিমা বেগম <box>33 1140 137 1166</box>
bullet-icon <box>164 1129 169 1134</box>
byline-rasik: রাজশাহী ব্যুরো <box>526 578 651 590</box>
column-4 <box>655 69 815 1859</box>
bogura-headline: উপনির্বাচন 'মাগুরার মতো' হওয়ার আশঙ্কা জামায়াত প্রার্থীর <box>13 564 157 626</box>
shayestaganj-subhead: এলাকাবাসীর উদ্বেগ <box>287 1214 399 1231</box>
kuakata-body-b: আসেন। কিন্তু ততক্ষণে নৌকা, জাল ও ইঞ্জিন পুড়ে ব্যাপক ক্ষতি হয়ে যায়। স্থানীয়রা আগুন নেভানোর চেষ্টা করলেও সফল হননি। জেলেরা জানান, এলাকায় দীর্ঘদিন ধরে আধিপত্য বিস্তারকে কেন্দ্র করে বিরোধ চলছে। এরই জেরে এ ঘটনা ঘটতে পারে বলে তাদের ধারণা। মহিপুর থানার ওসি বলেন, 'ঘটনাস্থল পরিদর্শন করা হয়েছে। লিখিত অভিযোগ পেলে আইনানুগ ব্যবস্থা নেয়া হবে।' ক্ষতিগ্রস্ত জেলে পরিবারগুলো সরকারি সহায়তার দাবি জানিয়েছেন। তারা বলেন, নৌকাই তাদের একমাত্র জীবিকার উৎস। <box>1000 662 1174 790</box>
byline-lead: সাতক্ষীরা প্রতিনিধি <box>10 202 160 214</box>
column-5 <box>819 69 1174 1859</box>
page-number-badge: ৭ <box>1152 24 1186 58</box>
contact-email[interactable]: news@dailynayadiganta.com <box>992 41 1146 57</box>
logo-text: নয়া দিগন্ত <box>14 25 128 60</box>
column-divider <box>817 69 818 1859</box>
page-title: বাংলার দিগন্ত <box>449 18 595 49</box>
farmer-shape <box>329 535 355 583</box>
